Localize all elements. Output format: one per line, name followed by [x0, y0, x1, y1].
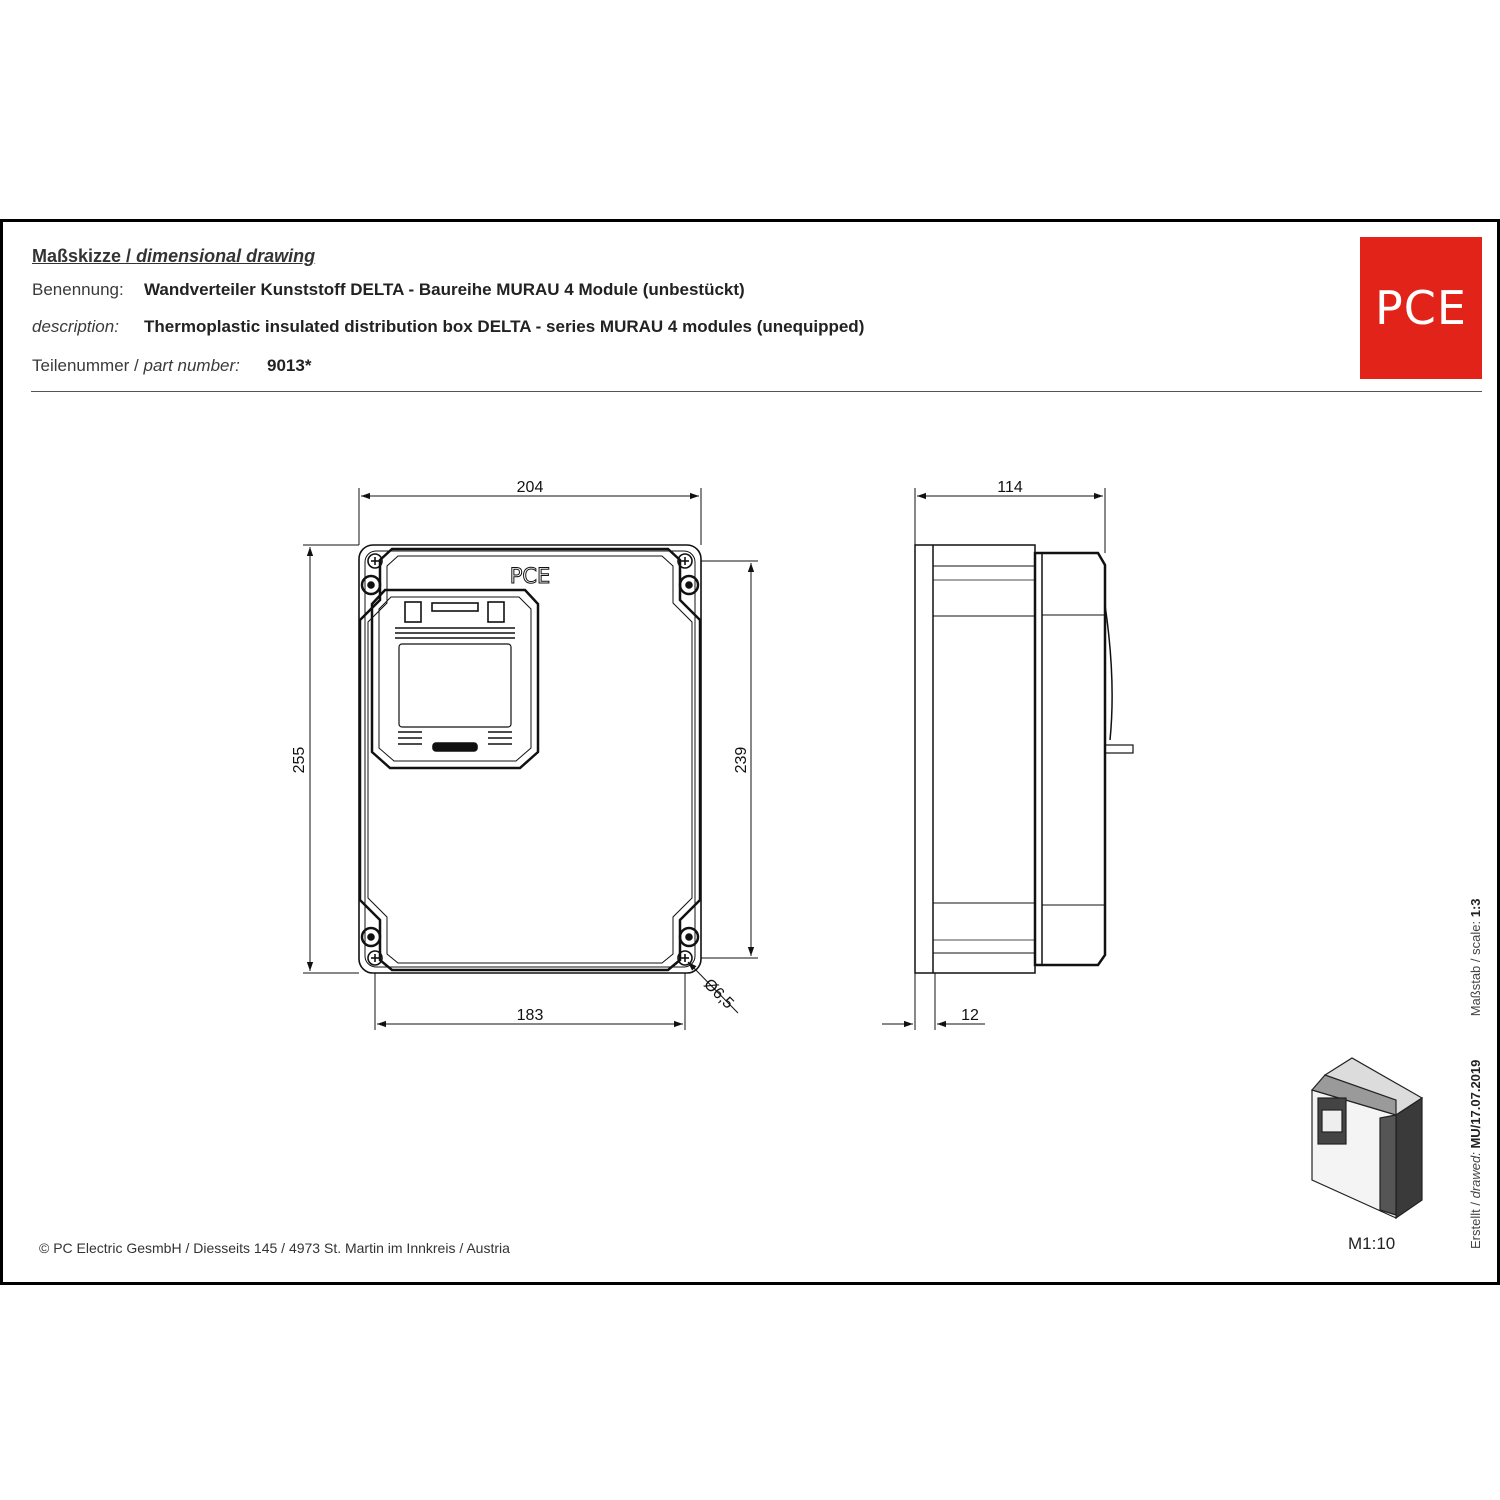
dim-width: 204	[516, 479, 544, 496]
front-view	[359, 545, 701, 973]
module-window	[372, 590, 538, 768]
name-value: Wandverteiler Kunststoff DELTA - Baureihe MURAU 4 Module (unbestückt)	[144, 280, 745, 299]
part-number-row: Teilenummer / part number: 9013*	[32, 356, 312, 375]
copyright-footer: © PC Electric GesmbH / Diesseits 145 / 4973 St. Martin im Innkreis / Austria	[39, 1240, 510, 1256]
front-pce-logo: PCE	[509, 564, 551, 588]
name-row: Benennung: Wandverteiler Kunststoff DELTA - Baureihe MURAU 4 Module (unbestückt)	[32, 280, 745, 299]
dim-hole-spacing: 183	[516, 1007, 544, 1024]
dim-flange: 12	[961, 1007, 979, 1024]
isometric-view	[1312, 1058, 1422, 1218]
drawing-title: Maßskizze / dimensional drawing	[32, 246, 316, 266]
dim-hole-diameter: Ø6,5	[700, 975, 737, 1013]
dim-depth: 114	[997, 479, 1023, 496]
drawing-meta: Erstellt / drawed: MU/17.07.2019 Maßstab / scale: 1:3	[1468, 898, 1483, 1249]
dim-inner-height: 239	[733, 746, 750, 774]
dim-height: 255	[291, 746, 308, 774]
description-row: description: Thermoplastic insulated distribution box DELTA - series MURAU 4 modules (unequipped)	[32, 317, 865, 336]
iso-scale-label: M1:10	[1348, 1234, 1396, 1253]
part-number-value: 9013*	[267, 356, 312, 375]
pce-logo: PCE	[1360, 237, 1482, 379]
description-value: Thermoplastic insulated distribution box DELTA - series MURAU 4 modules (unequipped)	[144, 317, 865, 336]
side-view	[915, 545, 1133, 973]
